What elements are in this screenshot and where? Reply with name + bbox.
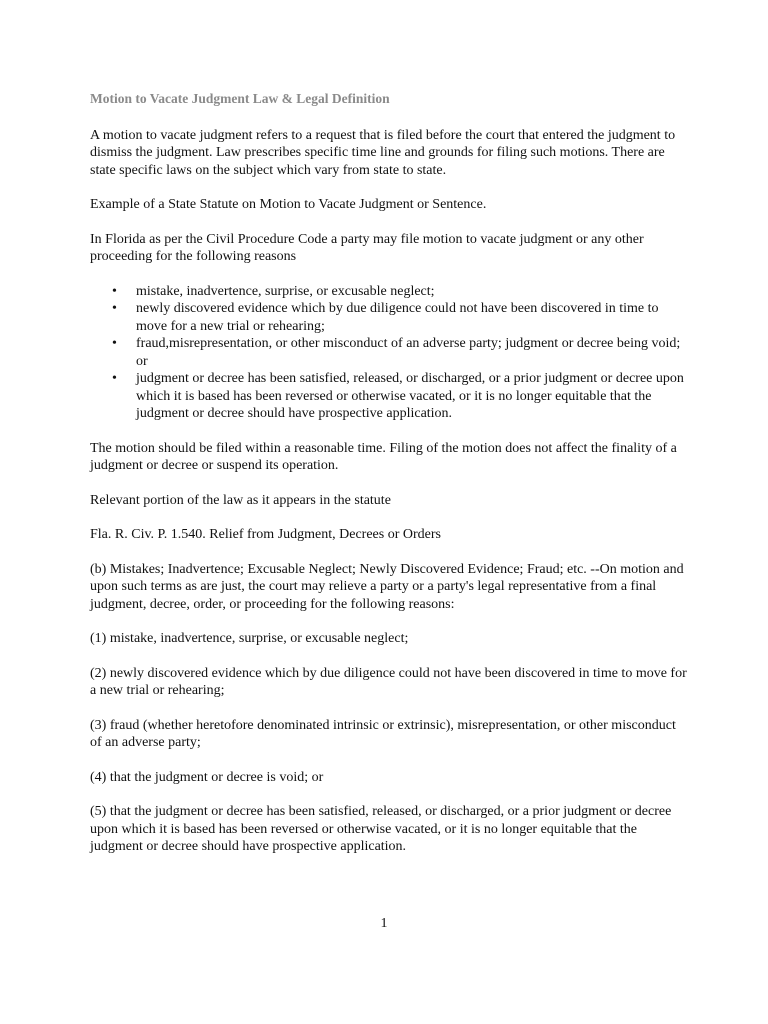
bullet-icon: •	[112, 283, 117, 299]
bullet-icon: •	[112, 336, 117, 351]
rule-b-paragraph: (b) Mistakes; Inadvertence; Excusable Neglect; Newly Discovered Evidence; Fraud; etc. --On motion and upon such terms as are just, the court may relieve a party or a party's legal representative from a final judgment, decree, order, or proceeding for the following reasons:	[90, 561, 684, 612]
document-body	[90, 90, 690, 873]
list-item-text: fraud,misrepresentation, or other misconduct of an adverse party; judgment or decree being void; or	[136, 336, 681, 369]
list-item	[112, 300, 690, 335]
list-item	[112, 370, 690, 423]
clause-paragraph: (1) mistake, inadvertence, surprise, or excusable neglect;	[90, 631, 409, 646]
relevant-paragraph: Relevant portion of the law as it appears in the statute	[90, 492, 391, 508]
clause-paragraph: (3) fraud (whether heretofore denominated intrinsic or extrinsic), misrepresentation, or other misconduct of an adverse party;	[90, 717, 676, 750]
page-number: 1	[380, 916, 388, 931]
intro-paragraph: A motion to vacate judgment refers to a request that is filed before the court that entered the judgment to dismiss the judgment. Law prescribes specific time line and grounds for filing such motions. There are state specific laws on the subject which vary from state to state.	[90, 127, 676, 178]
bullet-icon: •	[112, 371, 117, 386]
bullet-icon: •	[112, 301, 117, 316]
list-item	[112, 335, 690, 370]
list-item-text: judgment or decree has been satisfied, released, or discharged, or a prior judgment or decree upon which it is based has been reversed or otherwise vacated, or it is no longer equitable that the judgment or decree should have prospective application.	[136, 371, 684, 421]
florida-paragraph: In Florida as per the Civil Procedure Code a party may file motion to vacate judgment or any other proceeding for the following reasons	[90, 231, 644, 264]
timing-paragraph: The motion should be filed within a reasonable time. Filing of the motion does not affect the finality of a judgment or decree or suspend its operation.	[90, 440, 677, 473]
example-paragraph: Example of a State Statute on Motion to Vacate Judgment or Sentence.	[90, 197, 487, 212]
rule-title: Fla. R. Civ. P. 1.540. Relief from Judgment, Decrees or Orders	[90, 527, 441, 542]
clause-paragraph: (2) newly discovered evidence which by due diligence could not have been discovered in time to move for a new trial or rehearing;	[90, 665, 687, 698]
clause-paragraph: (5) that the judgment or decree has been satisfied, released, or discharged, or a prior judgment or decree upon which it is based has been reversed or otherwise vacated, or it is no longer equitable that the judgment or decree should have prospective application.	[90, 804, 672, 854]
list-item-text: newly discovered evidence which by due diligence could not have been discovered in time to move for a new trial or rehearing;	[136, 301, 659, 334]
list-item-text: mistake, inadvertence, surprise, or excusable neglect;	[136, 283, 435, 299]
document-heading: Motion to Vacate Judgment Law & Legal Definition	[90, 91, 390, 106]
clause-paragraph: (4) that the judgment or decree is void; or	[90, 769, 324, 785]
reasons-list	[90, 283, 690, 423]
list-item	[112, 283, 690, 301]
